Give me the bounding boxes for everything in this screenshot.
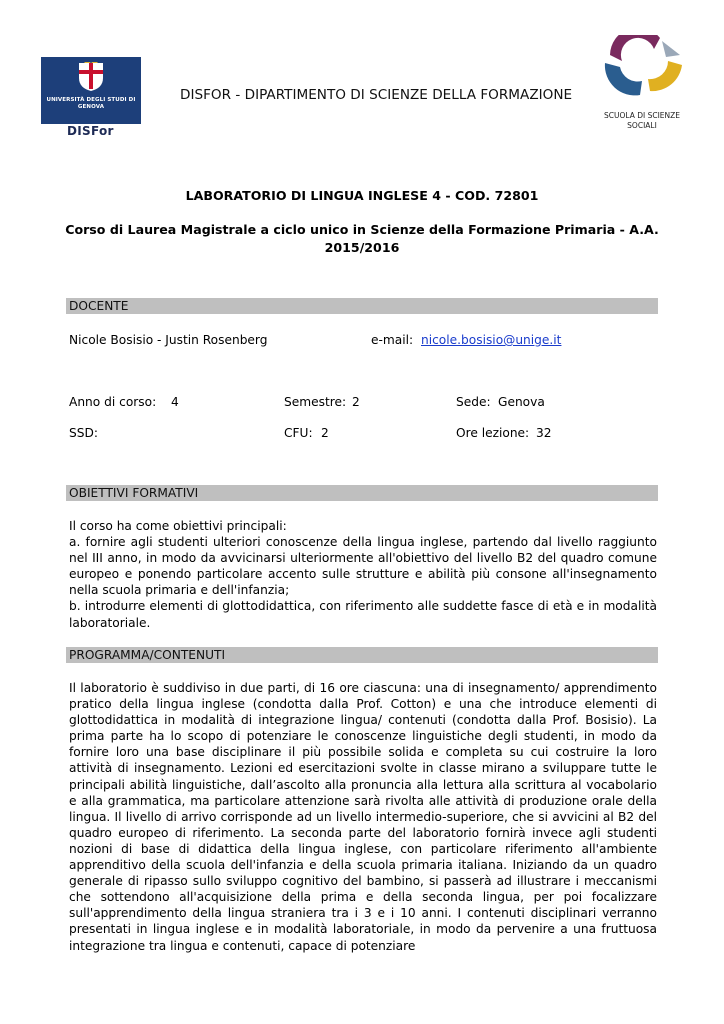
semestre-value: 2	[352, 395, 360, 409]
degree-line-1: Corso di Laurea Magistrale a ciclo unico in Scienze della Formazione Primaria - A.A.	[65, 222, 659, 237]
obiettivi-point-b: b. introdurre elementi di glottodidattica, con riferimento alle suddette fasce di età e in modalità laboratoriale.	[69, 599, 657, 630]
ssd-label: SSD:	[69, 426, 98, 440]
email-label: e-mail:	[371, 333, 414, 347]
semestre-label: Semestre:	[284, 395, 347, 409]
anno-value: 4	[171, 395, 179, 409]
sede-label: Sede:	[456, 395, 491, 409]
department-title: DISFOR - DIPARTIMENTO DI SCIENZE DELLA FORMAZIONE	[180, 87, 573, 103]
docente-section-bar: DOCENTE	[66, 298, 658, 314]
course-title: LABORATORIO DI LINGUA INGLESE 4 - COD. 72801	[185, 188, 539, 203]
obiettivi-text	[69, 518, 657, 631]
unige-shield-icon	[78, 62, 104, 92]
obiettivi-intro: Il corso ha come obiettivi principali:	[69, 519, 287, 533]
disfor-wordmark: DISFor	[67, 124, 114, 138]
cfu-value: 2	[321, 426, 329, 440]
ore-value: 32	[536, 426, 552, 440]
degree-line-2: 2015/2016	[324, 240, 400, 255]
unige-logo-text: UNIVERSITÀ DEGLI STUDI DI GENOVA	[46, 97, 136, 110]
sede-value: Genova	[498, 395, 545, 409]
docente-names: Nicole Bosisio - Justin Rosenberg	[69, 333, 268, 347]
scuola-scienze-sociali-text: SCUOLA DI SCIENZE SOCIALI	[603, 111, 681, 130]
ore-label: Ore lezione:	[456, 426, 530, 440]
obiettivi-section-bar: OBIETTIVI FORMATIVI	[66, 485, 658, 501]
cfu-label: CFU:	[284, 426, 313, 440]
scuola-scienze-sociali-logo-icon	[600, 35, 686, 97]
obiettivi-point-a: a. fornire agli studenti ulteriori conoscenze della lingua inglese, partendo dal livello raggiunto nel III anno, in modo da avvicinarsi ulteriormente all'obiettivo del livello B2 del quadro comune europeo e ponendo particolare accento sulle strutture e abilità più consone all'insegnamento nella scuola primaria e dell'infanzia;	[69, 535, 657, 598]
programma-text: Il laboratorio è suddiviso in due parti, di 16 ore ciascuna: una di insegnamento/ apprendimento pratico della lingua inglese (condotta dalla Prof. Cotton) e una che introduce elementi di glottodidattica in modalità di integrazione lingua/ contenuti (condotta dalla Prof. Bosisio). La prima parte ha lo scopo di potenziare le conoscenze linguistiche degli studenti, in modo da fornire loro una base disciplinare il più possibile solida e completa su cui costruire la loro attività di insegnamento. Lezioni ed esercitazioni svolte in classe mirano a sviluppare tutte le principali abilità linguistiche, dall’ascolto alla pronuncia alla lettura alla scrittura al vocabolario e alla grammatica, ma particolare attenzione sarà rivolta alle attività di produzione orale della lingua. Il livello di arrivo corrisponde ad un livello intermedio-superiore, che si avvicini al B2 del quadro europeo di riferimento. La seconda parte del laboratorio fornirà invece agli studenti nozioni di base di didattica della lingua inglese, con particolare riferimento all'ambiente apprenditivo della scuola dell'infanzia e della scuola primaria italiana. Iniziando da un quadro generale di ripasso sullo sviluppo cognitivo del bambino, si passerà ad illustrare i meccanismi che sottendono all'acquisizione della prima e della seconda lingua, per poi focalizzare sull'apprendimento della lingua straniera tra i 3 e i 10 anni. I contenuti disciplinari verranno presentati in lingua inglese e in modalità laboratoriale, in modo da pervenire a una fruttuosa integrazione tra lingua e contenuti, capace di potenziare	[69, 681, 657, 953]
anno-label: Anno di corso:	[69, 395, 157, 409]
programma-section-bar: PROGRAMMA/CONTENUTI	[66, 647, 658, 663]
email-link[interactable]: nicole.bosisio@unige.it	[421, 333, 562, 347]
unige-logo	[41, 57, 141, 124]
